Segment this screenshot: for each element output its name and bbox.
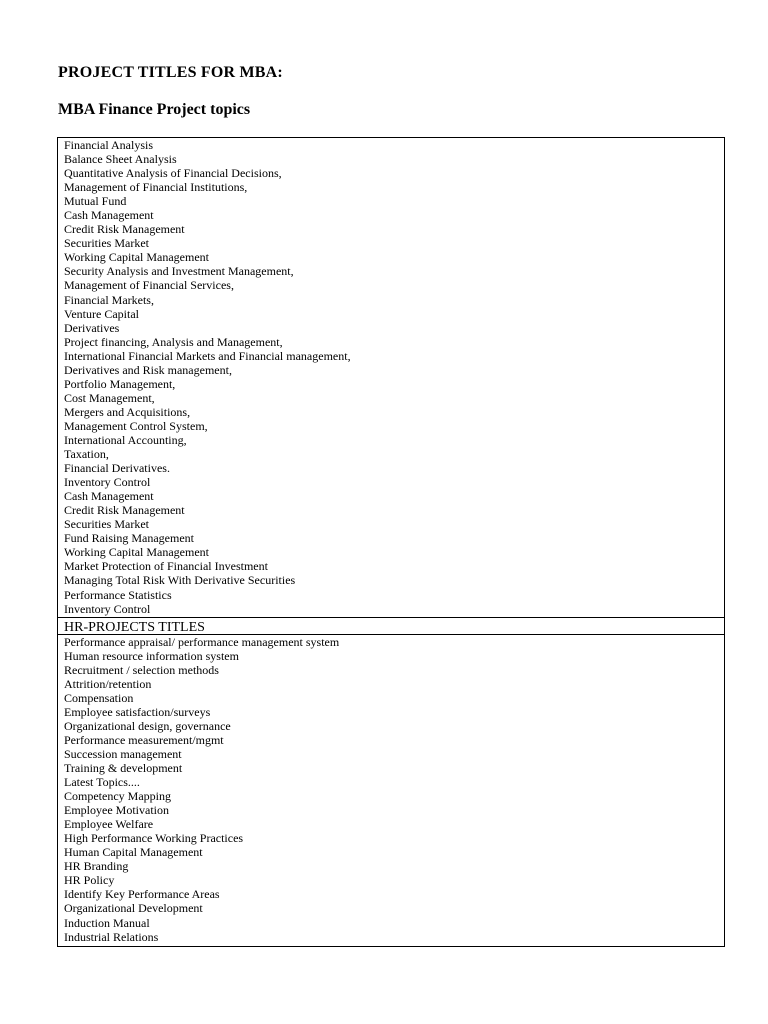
finance-topic-item: Cost Management, (64, 390, 155, 405)
finance-topic-item: Fund Raising Management (64, 531, 194, 546)
hr-topic-item: Competency Mapping (64, 789, 171, 804)
hr-topic-item: Attrition/retention (64, 676, 152, 691)
finance-topic-item: Working Capital Management (64, 545, 209, 560)
finance-topic-item: Management of Financial Services, (64, 278, 234, 293)
finance-topic-item: Portfolio Management, (64, 376, 176, 391)
hr-topic-item: Employee Motivation (64, 803, 169, 818)
finance-topic-item: Cash Management (64, 489, 154, 504)
hr-topic-item: Succession management (64, 746, 182, 761)
hr-topic-item: Human resource information system (64, 648, 239, 663)
finance-topic-item: Derivatives (64, 320, 120, 335)
topics-table (57, 137, 725, 947)
hr-topic-item: High Performance Working Practices (64, 831, 244, 846)
finance-topic-item: Project financing, Analysis and Management, (64, 334, 283, 349)
finance-topic-item: Securities Market (64, 517, 149, 532)
hr-topics-list (58, 635, 724, 946)
hr-topic-item: Performance measurement/mgmt (64, 732, 224, 747)
hr-topic-item: Organizational design, governance (64, 718, 231, 733)
hr-topic-item: Identify Key Performance Areas (64, 887, 220, 902)
finance-topic-item: Inventory Control (64, 601, 151, 616)
hr-section-header-row (58, 617, 724, 635)
hr-topic-item: Latest Topics.... (64, 775, 140, 790)
finance-topic-item: Credit Risk Management (64, 503, 185, 518)
finance-topic-item: Venture Capital (64, 306, 139, 321)
hr-topic-item: Compensation (64, 690, 134, 705)
finance-topic-item: Derivatives and Risk management, (64, 362, 232, 377)
finance-topic-item: Managing Total Risk With Derivative Securities (64, 573, 296, 588)
hr-topic-item: Human Capital Management (64, 845, 203, 860)
hr-topic-item: Induction Manual (64, 915, 150, 930)
finance-topic-item: Performance Statistics (64, 587, 172, 602)
finance-topic-item: Quantitative Analysis of Financial Decisions, (64, 166, 282, 181)
hr-topic-item: Performance appraisal/ performance management system (64, 634, 340, 649)
hr-topic-item: Organizational Development (64, 901, 203, 916)
finance-topic-item: Balance Sheet Analysis (64, 152, 177, 167)
finance-topic-item: Mutual Fund (64, 194, 127, 209)
finance-topic-item: Taxation, (64, 447, 109, 462)
hr-topic-item: Employee satisfaction/surveys (64, 704, 211, 719)
finance-topic-item: Market Protection of Financial Investment (64, 559, 268, 574)
finance-topic-item: Management Control System, (64, 418, 208, 433)
finance-topic-item: Financial Derivatives. (64, 461, 170, 476)
finance-topic-item: Mergers and Acquisitions, (64, 404, 191, 419)
finance-topic-item: Credit Risk Management (64, 222, 185, 237)
hr-topic-item: Recruitment / selection methods (64, 662, 219, 677)
finance-topic-item: Financial Analysis (64, 138, 153, 152)
finance-topic-item: International Financial Markets and Financial management, (64, 348, 351, 363)
finance-section-heading: MBA Finance Project topics (58, 101, 251, 118)
finance-topic-item: International Accounting, (64, 432, 187, 447)
finance-topic-item: Inventory Control (64, 475, 151, 490)
document-title: PROJECT TITLES FOR MBA: (58, 64, 283, 81)
finance-topic-item: Securities Market (64, 236, 149, 251)
finance-topic-item: Working Capital Management (64, 250, 209, 265)
hr-topic-item: HR Policy (64, 873, 115, 888)
hr-section-heading: HR-PROJECTS TITLES (64, 619, 205, 635)
finance-topics-list (58, 138, 724, 616)
finance-topic-item: Security Analysis and Investment Management, (64, 264, 294, 279)
hr-topic-item: Employee Welfare (64, 817, 154, 832)
finance-topic-item: Management of Financial Institutions, (64, 180, 248, 195)
finance-topic-item: Cash Management (64, 208, 154, 223)
hr-topic-item: Training & development (64, 761, 183, 776)
hr-topic-item: HR Branding (64, 859, 129, 874)
finance-topic-item: Financial Markets, (64, 292, 154, 307)
hr-topic-item: Industrial Relations (64, 929, 159, 944)
